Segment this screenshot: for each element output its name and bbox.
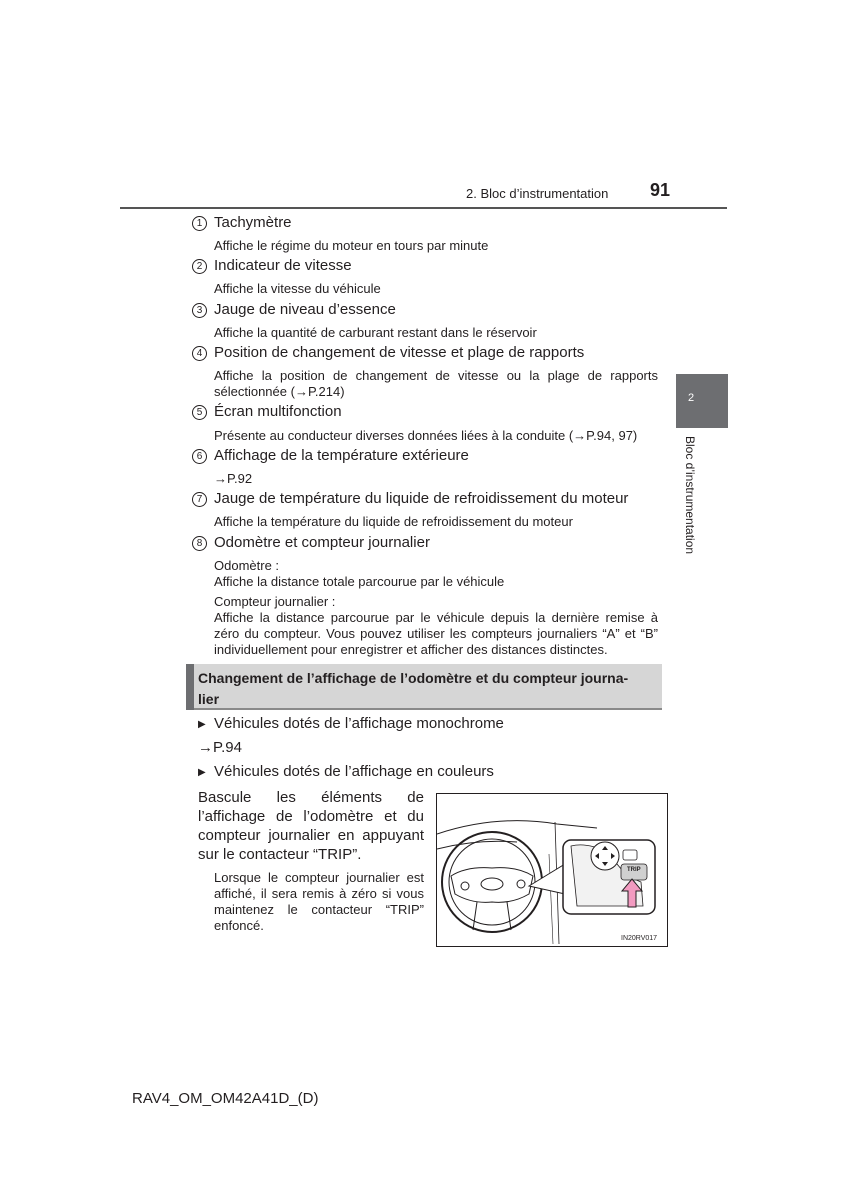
item-description: Affiche la vitesse du véhicule — [214, 281, 381, 296]
triangle-bullet-icon: ▶ — [198, 767, 206, 778]
item-number: 4 — [192, 346, 207, 361]
item-title: Écran multifonction — [214, 403, 342, 420]
body-paragraph: Bascule les éléments de l’affichage de l’odomètre et du compteur journalier en appuyant sur le contacteur “TRIP”. — [198, 789, 424, 863]
item-title: Odomètre et compteur journalier — [214, 534, 430, 551]
item-title: Jauge de température du liquide de refroidissement du moteur — [214, 490, 629, 507]
steering-wheel-illustration — [436, 793, 668, 947]
page-number: 91 — [650, 180, 671, 200]
section-heading-bar — [186, 664, 194, 710]
note-paragraph: Lorsque le compteur journalier est affiché, il sera remis à zéro si vous maintenez le contacteur “TRIP” enfoncé. — [214, 870, 424, 933]
item-description: Affiche la quantité de carburant restant dans le réservoir — [214, 325, 537, 340]
item-reference: →P.92 — [214, 471, 253, 486]
chapter-tab — [676, 374, 728, 428]
running-header: 2. Bloc d’instrumentation — [466, 186, 609, 201]
item-number: 8 — [192, 536, 207, 551]
illustration-code: IN20RV017 — [621, 935, 658, 942]
item-number: 1 — [192, 216, 207, 231]
document-code: RAV4_OM_OM42A41D_(D) — [132, 1090, 319, 1107]
item-description: Affiche la position de changement de vitesse ou la plage de rapports sélectionnée (→P.214) — [214, 368, 658, 399]
arrow-up-icon — [621, 878, 643, 908]
trip-meter-description: Affiche la distance parcourue par le véhicule depuis la dernière remise à zéro du compteur. Vous pouvez utiliser les compteurs journaliers “A” et “B” individuellement pour enregistrer et afficher des distances distinctes. — [214, 610, 658, 657]
odometer-description: Affiche la distance totale parcourue par le véhicule — [214, 574, 505, 589]
chapter-tab-number: 2 — [688, 392, 695, 404]
item-title: Jauge de niveau d’essence — [214, 301, 396, 318]
item-title: Indicateur de vitesse — [214, 257, 352, 274]
header-rule — [120, 207, 727, 209]
item-title: Position de changement de vitesse et plage de rapports — [214, 344, 585, 361]
item-title: Tachymètre — [214, 214, 292, 231]
reference: →P.94 — [198, 739, 242, 756]
item-number: 3 — [192, 303, 207, 318]
item-description: Affiche le régime du moteur en tours par minute — [214, 238, 489, 253]
item-number: 2 — [192, 259, 207, 274]
trip-button-label: TRIP — [627, 867, 641, 873]
trip-meter-label: Compteur journalier : — [214, 594, 336, 609]
odometer-label: Odomètre : — [214, 558, 280, 573]
sub-heading: Véhicules dotés de l’affichage monochrome — [214, 715, 504, 732]
section-heading: Changement de l’affichage de l’odomètre et du compteur journa- lier — [198, 670, 629, 707]
item-number: 6 — [192, 449, 207, 464]
item-description: Affiche la température du liquide de refroidissement du moteur — [214, 514, 573, 529]
item-title: Affichage de la température extérieure — [214, 447, 469, 464]
item-description: Présente au conducteur diverses données liées à la conduite (→P.94, 97) — [214, 428, 638, 443]
item-number: 5 — [192, 405, 207, 420]
item-number: 7 — [192, 492, 207, 507]
sub-heading: Véhicules dotés de l’affichage en couleurs — [214, 763, 494, 780]
chapter-tab-label: Bloc d’instrumentation — [683, 436, 697, 555]
triangle-bullet-icon: ▶ — [198, 719, 206, 730]
